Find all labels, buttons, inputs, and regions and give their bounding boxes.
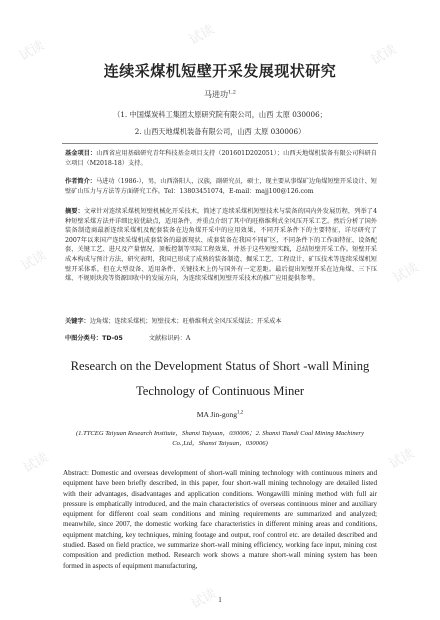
affiliation-en: (1.TTCEG Taiyuan Research Institute，Shanxi Taiyuan，030006；2. Shanxi Tiandi Coal Mining Machinery Co.,Ltd，Shanxi Taiyuan，030006): [75, 430, 365, 447]
watermark: 试读: [186, 22, 218, 49]
bio-label: 作者简介：: [65, 178, 96, 185]
classification-row: [65, 334, 377, 344]
watermark: 试读: [386, 446, 418, 473]
author-name-en: MA Jin-gong: [196, 410, 238, 419]
watermark: 试读: [20, 450, 52, 477]
author-en: [0, 410, 440, 419]
clc-number: 中图分类号：TD-05: [65, 335, 123, 342]
title-cn: 连续采煤机短壁开采发展现状研究: [103, 62, 337, 80]
abstract-en: Abstract: Domestic and overseas development of short-wall mining technology with continuous miners and equipment have been briefly described, in this paper, four short-wall mining technology are detailed listed with their advantages, disadvantages and application conditions. Wongawilli mining method with full air pressure is emphatically introduced, and the main characteristics of overseas continuous miner and auxiliary equipment for different coal seam conditions and mining requirements are summarized and analyzed; meanwhile, since 2007, the domestic working face characteristics in different mining areas and conditions, equipment matching, key techniques, mining footage and output, roof control etc. are detailed described and studied. Based on field practice, we summarize short-wall mining efficiency, working face input, mining cost composition and prediction method. Research work shows a mature short-wall mining system has been formed in aspects of equipment manufacturing,: [63, 469, 377, 570]
keywords-cn-text: 边角煤；连续采煤机；短壁技术；旺格维利式全风压采煤法；开采成本: [89, 318, 282, 325]
fund-label: 基金项目：: [65, 150, 97, 157]
watermark: 试读: [188, 586, 220, 613]
author-sup-en: 1,2: [237, 410, 244, 416]
affiliation-cn-1: （1. 中国煤炭科工集团太原研究院有限公司，山西 太原 030006；: [113, 110, 327, 119]
keywords-cn-label: 关键字：: [65, 318, 90, 325]
affiliation-cn-2: 2. 山西天地煤机装备有限公司，山西 太原 030006）: [134, 127, 306, 136]
document-code: 文献标识码：A: [148, 335, 191, 342]
page-number: 1: [218, 596, 222, 604]
author-cn: [0, 89, 440, 100]
watermark: 试读: [390, 260, 422, 287]
keywords-cn: [65, 317, 377, 327]
author-name-cn: 马进功: [204, 90, 229, 99]
watermark: 试读: [18, 248, 50, 275]
watermark: 试读: [368, 42, 400, 69]
watermark: 试读: [16, 38, 48, 65]
abstract-cn-label: 摘要：: [65, 208, 84, 215]
fund-info: [65, 149, 377, 168]
bio-text: 马进功（1986-），男，山西洛阳人，汉族，副研究员，硕士，现主要从事煤矿边角煤短壁开采设计、短壁矿山压力与方法等方面研究工作。Tel：13803451074，E-mail：majj100@126.com: [65, 178, 377, 195]
fund-text: 山西省应用基础研究青年科技基金项目支持（201601D202051）；山西天地煤机装备有限公司科研自立项目（M2018-18）支持。: [65, 150, 377, 167]
divider: [62, 143, 378, 144]
abstract-cn-text: 文章针对连续采煤机短壁机械化开采技术，简述了连续采煤机短壁技术与装备的国内外发展历程，列举了4种短壁采煤方法并详细比较优缺点，适用条件，并重点介绍了其中的旺格维利式全风压开采工艺。然后分析了国外装备制造商最新连续采煤机及配套装备在边角煤开采中的应用效果，不同开采条件下的主要特征，详尽研究了2007年以来国产连续采煤机成套装备的最新现状、成套装备在我国不同矿区，不同条件下的工作面特征、设备配套、关键工艺、进尺及产量情况、顶板控制等实际工程效果，并基于这些短壁实践，总结短壁开采工作。短壁开采成本构成与预计方法，研究表明，我国已形成了成熟的装备制造、掘采工艺、工程设计、矿压技术等连续采煤机短壁开采体系，但在大型设备、适用条件、关键技术上仍与国外有一定差距。最后提出短壁开采在边角煤、三下压煤、不规则块段等资源回收中的发展方向，为连续采煤机短壁开采技术的推广应用提供参考。: [65, 208, 378, 283]
abstract-cn: [65, 207, 377, 284]
author-bio: [65, 177, 377, 196]
author-sup-cn: 1,2: [228, 89, 236, 96]
title-en: Research on the Development Status of Short -wall Mining Technology of Continuous Miner: [70, 359, 370, 398]
